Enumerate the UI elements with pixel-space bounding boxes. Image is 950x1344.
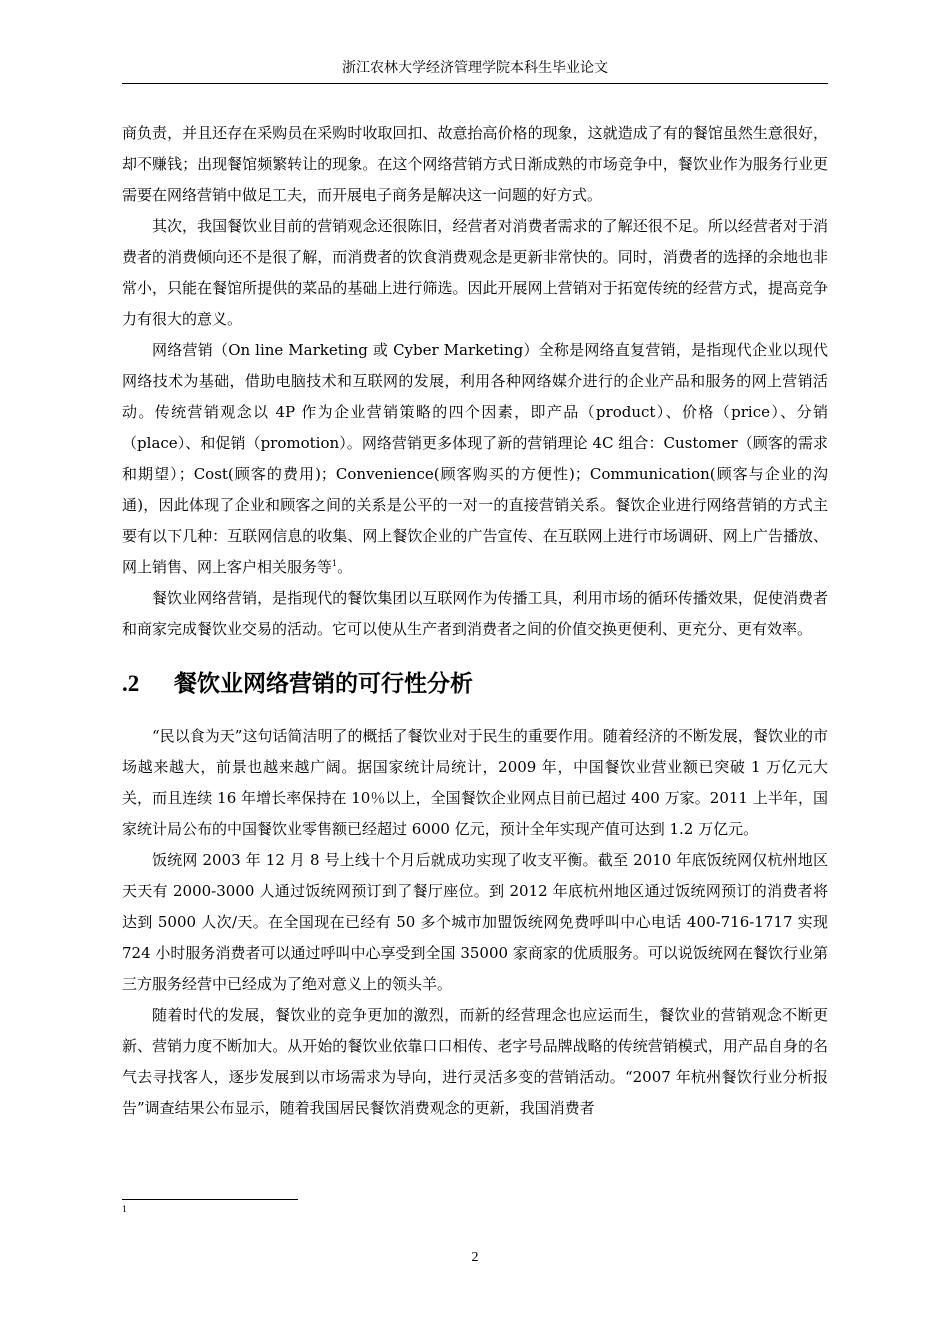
section-heading	[122, 661, 828, 707]
paragraph: 随着时代的发展，餐饮业的竞争更加的激烈，而新的经营理念也应运而生，餐饮业的营销观念不断更新、营销力度不断加大。从开始的餐饮业依靠口口相传、老字号品牌战略的传统营销模式，用产品自身的名气去寻找客人，逐步发展到以市场需求为导向，进行灵活多变的营销活动。“2007 年杭州餐饮行业分析报告”调查结果公布显示，随着我国居民餐饮消费观念的更新，我国消费者	[122, 1006, 828, 1117]
paragraph: “民以食为天”这句话简洁明了的概括了餐饮业对于民生的重要作用。随着经济的不断发展，餐饮业的市场越来越大，前景也越来越广阔。据国家统计局统计，2009 年，中国餐饮业营业额已突破 1 万亿元大关，而且连续 16 年增长率保持在 10％以上，全国餐饮企业网点目前已超过 400 万家。2011 上半年，国家统计局公布的中国餐饮业零售额已经超过 6000 亿元，预计全年实现产值可达到 1.2 万亿元。	[122, 727, 828, 838]
paragraph: 商负责，并且还存在采购员在采购时收取回扣、故意抬高价格的现象，这就造成了有的餐馆虽然生意很好，却不赚钱；出现餐馆频繁转让的现象。在这个网络营销方式日渐成熟的市场竞争中，餐饮业作为服务行业更需要在网络营销中做足工夫，而开展电子商务是解决这一问题的好方式。	[122, 124, 828, 204]
footnote-mark: 1	[122, 1205, 128, 1214]
page-number: 2	[471, 1250, 479, 1265]
paragraph: 餐饮业网络营销，是指现代的餐饮集团以互联网作为传播工具，利用市场的循环传播效果，促使消费者和商家完成餐饮业交易的活动。它可以使从生产者到消费者之间的价值交换更便利、更充分、更有效率。	[122, 589, 828, 638]
paragraph-tail: 。	[337, 558, 353, 576]
footnote-separator	[122, 1199, 298, 1200]
paragraph: 饭统网 2003 年 12 月 8 号上线十个月后就成功实现了收支平衡。截至 2010 年底饭统网仅杭州地区天天有 2000-3000 人通过饭统网预订到了餐厅座位。到 2012 年底杭州地区通过饭统网预订的消费者将达到 5000 人次/天。在全国现在已经有 50 多个城市加盟饭统网免费呼叫中心电话 400-716-1717 实现 724 小时服务消费者可以通过呼叫中心享受到全国 35000 家商家的优质服务。可以说饭统网在餐饮行业第三方服务经营中已经成为了绝对意义上的领头羊。	[122, 851, 828, 993]
paragraph-text: 网络营销（On line Marketing 或 Cyber Marketing）全称是网络直复营销，是指现代企业以现代网络技术为基础，借助电脑技术和互联网的发展，利用各种网络媒介进行的企业产品和服务的网上营销活动。传统营销观念以 4P 作为企业营销策略的四个因素，即产品（product）、价格（price）、分销（place）、和促销（promotion）。网络营销更多体现了新的营销理论 4C 组合：Customer（顾客的需求和期望）；Cost(顾客的费用)；Convenience(顾客购买的方便性)；Communication(顾客与企业的沟通)，因此体现了企业和顾客之间的关系是公平的一对一的直接营销关系。餐饮企业进行网络营销的方式主要有以下几种：互联网信息的收集、网上餐饮企业的广告宣传、在互联网上进行市场调研、网上广告播放、网上销售、网上客户相关服务等	[122, 341, 828, 576]
footnote-reference[interactable]: 1	[332, 559, 338, 568]
running-header: 浙江农林大学经济管理学院本科生毕业论文	[342, 60, 608, 76]
body-text	[122, 118, 828, 1124]
header-rule	[122, 83, 828, 84]
paragraph: 其次，我国餐饮业目前的营销观念还很陈旧，经营者对消费者需求的了解还很不足。所以经营者对于消费者的消费倾向还不是很了解，而消费者的饮食消费观念是更新非常快的。同时，消费者的选择的余地也非常小，只能在餐馆所提供的菜品的基础上进行筛选。因此开展网上营销对于拓宽传统的经营方式，提高竞争力有很大的意义。	[122, 217, 828, 328]
paragraph	[122, 335, 828, 583]
section-number: .2	[122, 671, 140, 696]
section-title: 餐饮业网络营销的可行性分析	[174, 671, 473, 697]
